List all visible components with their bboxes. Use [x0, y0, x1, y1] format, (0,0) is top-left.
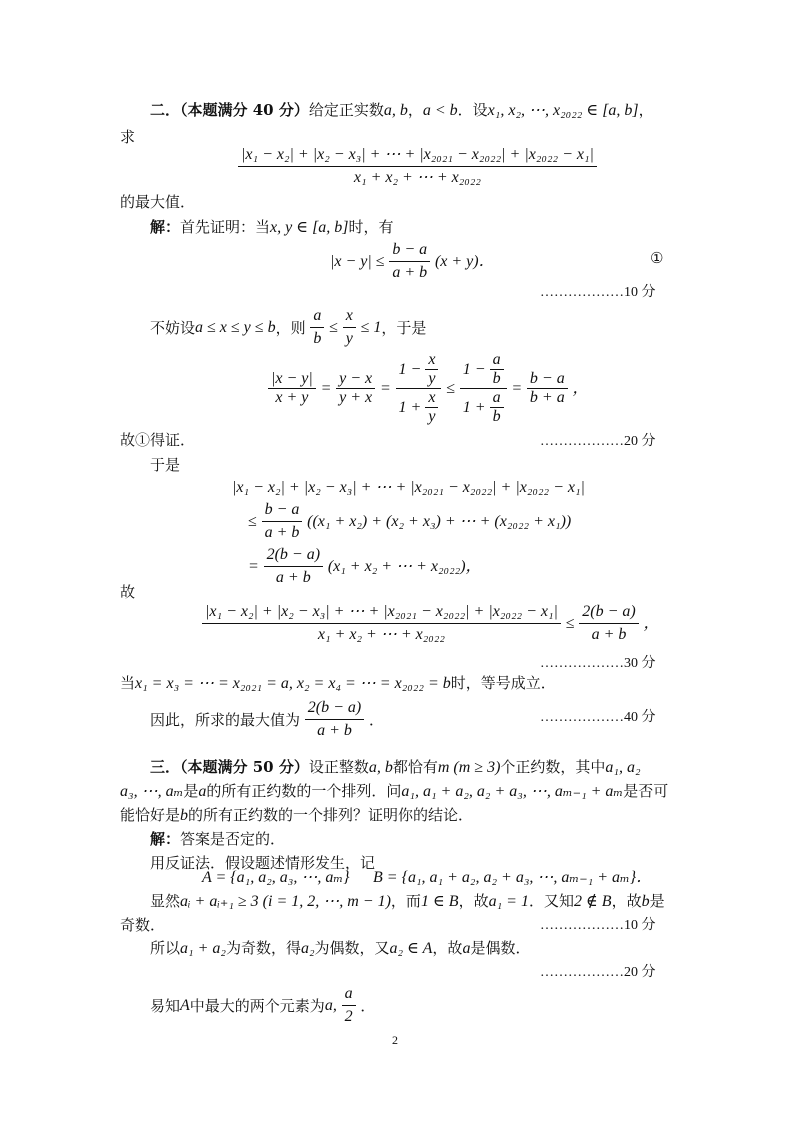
circle-marker-1: ① [650, 249, 664, 267]
sum-line-1: |x₁ − x₂| + |x₂ − x₃| + ⋯ + |x₂₀₂₁ − x₂₀₂₂| + |x₂₀₂₂ − x₁| [232, 479, 585, 496]
score-20-p3: ………………20 分 [540, 965, 656, 980]
solution-intro: 解：首先证明：当x, y ∈ [a, b]时，有 [150, 218, 394, 236]
conclusion-line: 因此，所求的最大值为 $\frac{2(b - a)}{a + b}$ ． [150, 699, 385, 739]
problem3-line-2: a₃, ⋯, aₘ是a的所有正约数的一个排列．问a₁, a₁ + a₂, a₂ + a₃, ⋯, aₘ₋₁ + aₘ是否可 [120, 782, 669, 800]
inequality-1: |x − y| ≤ $\frac{b - a}{a + b}$ (x + y)． [330, 241, 495, 281]
sum-line-2: ≤ $\frac{b - a}{a + b}$ ((x₁ + x₂) + (x₂ + x₃) + ⋯ + (x₂₀₂₂ + x₁)) [248, 501, 572, 541]
odd-text: 奇数． [120, 916, 166, 934]
nested-fraction-xy: 1 − $\frac{x}{y}$ 1 + $\frac{x}{y}$ [396, 352, 442, 425]
main-expression [238, 145, 597, 188]
thus-text: 于是 [150, 456, 181, 474]
proved-text: 故①得证． [120, 431, 196, 449]
set-a: A = {a₁, a₂, a₃, ⋯, aₘ} [202, 869, 350, 886]
score-40: ………………40 分 [540, 710, 656, 725]
problem2-statement-line: 二．（本题满分 40 分）给定正实数a, b，a < b．设x₁, x₂, ⋯, x₂₀₂₂ ∈ [a, b]， [150, 101, 654, 119]
problem3-line-3: 能恰好是b的所有正约数的一个排列？证明你的结论． [120, 806, 474, 824]
main-denominator: x₁ + x₂ + ⋯ + x₂₀₂₂ [353, 169, 481, 186]
gu-text: 故 [120, 583, 136, 601]
so-line: 所以a₁ + a₂为奇数，得a₂为偶数，又a₂ ∈ A，故a是偶数． [150, 939, 531, 957]
score-20: ………………20 分 [540, 434, 656, 449]
wlog-line: 不妨设a ≤ x ≤ y ≤ b，则 $\frac{a}{b}$ ≤ $\frac{x}{y}$ ≤ 1，于是 [150, 307, 427, 347]
final-inequality: $\frac{\text{|x₁ − x₂| + |x₂ − x₃| + ⋯ + |x₂₀₂₁ − x₂₀₂₂| + |x₂₀₂₂ − x₁|}}{\text{x₁ + x₂ + ⋯ + x₂₀₂₂}}$ ≤ $\frac{2(b - a)}{a + b}$ ， [202, 602, 660, 645]
score-30: ………………30 分 [540, 656, 656, 671]
problem2-ask: 求 [120, 128, 136, 146]
nested-fraction-ab: 1 − $\frac{a}{b}$ 1 + $\frac{a}{b}$ [460, 352, 507, 425]
solution-label: 解： [150, 218, 181, 236]
chain-inequality: $\frac{|x - y|}{x + y}$ = $\frac{y - x}{y + x}$ = 1 − $\frac{x}{y}$ 1 + $\frac{x}{y}$ ≤ 1 − $\frac{a}{b}$ 1 + $\frac{a}{b}$ = $\frac{b - a}{b + a}$ ， [268, 352, 589, 425]
problem3-line-1: 三．（本题满分 50 分）设正整数a, b都恰有m (m ≥ 3)个正约数，其中a₁, a₂ [150, 758, 641, 776]
score-10-p3: ………………10 分 [540, 918, 656, 933]
problem3-solution: 解：答案是否定的． [150, 830, 286, 848]
set-b: B = {a₁, a₁ + a₂, a₂ + a₃, ⋯, aₘ₋₁ + aₘ}． [373, 869, 653, 886]
problem3-heading: 三．（本题满分 50 分） [150, 758, 309, 776]
contradiction-text: 用反证法．假设题述情形发生，记 [150, 854, 376, 872]
problem2-heading: 二．（本题满分 40 分） [150, 101, 309, 119]
max-text: 的最大值． [120, 193, 196, 211]
main-numerator: |x₁ − x₂| + |x₂ − x₃| + ⋯ + |x₂₀₂₁ − x₂₀₂₂| + |x₂₀₂₂ − x₁| [238, 145, 597, 167]
obvious-line: 显然aᵢ + aᵢ₊₁ ≥ 3 (i = 1, 2, ⋯, m − 1)，而1 ∈ B，故a₁ = 1．又知2 ∉ B，故b是 [150, 892, 665, 910]
sum-line-3: = $\frac{2(b - a)}{a + b}$ (x₁ + x₂ + ⋯ + x₂₀₂₂)， [248, 546, 482, 586]
score-10: ………………10 分 [540, 285, 656, 300]
easy-line: 易知A中最大的两个元素为a, $\frac{a}{2}$ ． [150, 985, 376, 1025]
equality-condition: 当x₁ = x₃ = ⋯ = x₂₀₂₁ = a, x₂ = x₄ = ⋯ = x₂₀₂₂ = b时，等号成立． [120, 674, 556, 692]
page-number: 2 [392, 1033, 398, 1047]
